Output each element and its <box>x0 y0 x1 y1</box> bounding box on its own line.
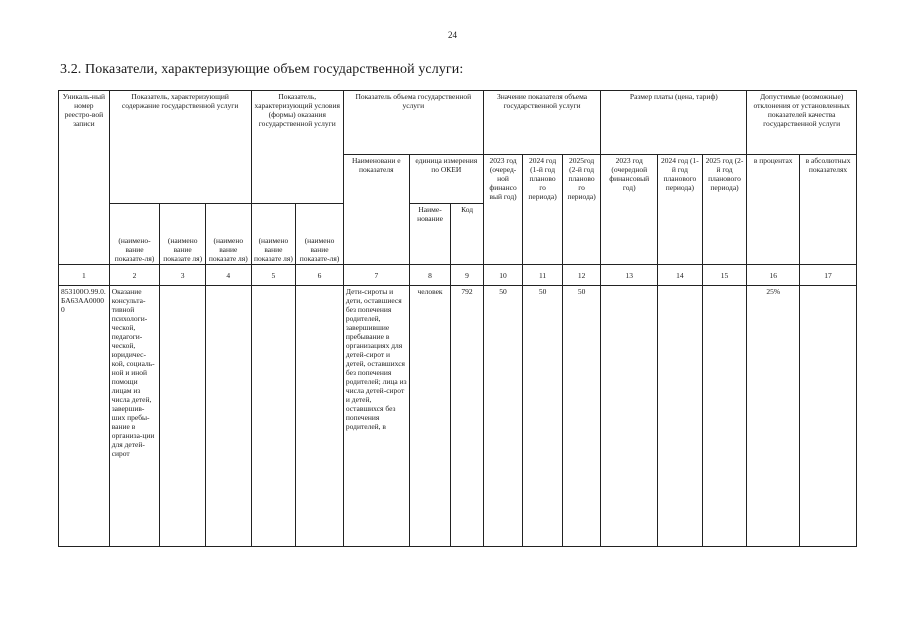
cell-registry: 853100О.99.0.БА63АА00000 <box>59 286 110 547</box>
col-number: 6 <box>296 265 344 286</box>
col-number: 2 <box>109 265 160 286</box>
name-col-2: (наимено-вание показате-ля) <box>109 204 160 265</box>
col-number: 3 <box>160 265 206 286</box>
cell-empty <box>160 286 206 547</box>
header-registry: Уникаль-ный номер реестро-вой записи <box>59 91 110 265</box>
cell-value-2024: 50 <box>523 286 563 547</box>
header-fee-2024: 2024 год (1-й год планового периода) <box>658 155 703 265</box>
cell-empty <box>601 286 658 547</box>
cell-content: Оказание консульта-тивной психологи-ческой, педагоги-ческой, юридичес-кой, социаль-ной и иной помощи лицам из числа детей, завершив-ших пребы-вание в организа-ции для детей-сирот <box>109 286 160 547</box>
header-deviation: Допустимые (возможные) отклонения от установленных показателей качества государственной услуги <box>747 91 857 155</box>
header-fee: Размер платы (цена, тариф) <box>601 91 747 155</box>
header-fee-2023: 2023 год (очередной финансовый год) <box>601 155 658 265</box>
col-number: 4 <box>205 265 251 286</box>
header-okei-code: Код <box>451 204 483 265</box>
col-number: 15 <box>702 265 747 286</box>
col-number: 12 <box>562 265 601 286</box>
cell-empty <box>296 286 344 547</box>
col-number: 1 <box>59 265 110 286</box>
cell-value-2023: 50 <box>483 286 523 547</box>
header-volume-value: Значение показателя объема государственной услуги <box>483 91 601 155</box>
cell-empty <box>702 286 747 547</box>
table-row <box>59 286 857 547</box>
header-indicator-name: Наименовани е показателя <box>343 155 409 265</box>
name-col-3: (наимено вание показате ля) <box>160 204 206 265</box>
header-fee-2025: 2025 год (2-й год планового периода) <box>702 155 747 265</box>
header-value-2025: 2025год (2-й год планово го периода) <box>562 155 601 265</box>
cell-empty <box>658 286 703 547</box>
header-content: Показатель, характеризующий содержание государственной услуги <box>109 91 251 204</box>
cell-empty <box>205 286 251 547</box>
col-number: 5 <box>251 265 296 286</box>
cell-percent: 25% <box>747 286 800 547</box>
header-volume: Показатель объема государственной услуги <box>343 91 483 155</box>
cell-empty <box>251 286 296 547</box>
name-col-6: (наимено вание показате-ля) <box>296 204 344 265</box>
header-okei-unit: единица измерения по ОКЕИ <box>409 155 483 204</box>
header-percent: в процентах <box>747 155 800 265</box>
name-col-4: (наимено вание показате ля) <box>205 204 251 265</box>
header-value-2023: 2023 год (очеред-ной финансо вый год) <box>483 155 523 265</box>
page-number: 24 <box>448 30 457 40</box>
header-absolute: в абсолютных показателях <box>800 155 857 265</box>
col-number: 10 <box>483 265 523 286</box>
name-col-5: (наимено вание показате ля) <box>251 204 296 265</box>
cell-indicator: Дети-сироты и дети, оставшиеся без попечения родителей, завершившие пребывание в организациях для детей-сирот и детей, оставшихся без попечения родителей; лица из числа детей-сирот и детей, оставшихся без попечения родителей, в <box>343 286 409 547</box>
volume-indicators-table <box>58 90 857 547</box>
cell-unit-code: 792 <box>451 286 483 547</box>
col-number: 17 <box>800 265 857 286</box>
cell-empty <box>800 286 857 547</box>
col-number: 11 <box>523 265 563 286</box>
col-number: 13 <box>601 265 658 286</box>
col-number: 7 <box>343 265 409 286</box>
cell-unit-name: человек <box>409 286 451 547</box>
col-number: 8 <box>409 265 451 286</box>
section-title: 3.2. Показатели, характеризующие объем государственной услуги: <box>60 62 464 77</box>
header-conditions: Показатель, характеризующий условия (формы) оказания государственной услуги <box>251 91 343 204</box>
col-number: 9 <box>451 265 483 286</box>
cell-value-2025: 50 <box>562 286 601 547</box>
header-okei-name: Наиме-нование <box>409 204 451 265</box>
col-number: 14 <box>658 265 703 286</box>
header-value-2024: 2024 год (1-й год планово го периода) <box>523 155 563 265</box>
col-number: 16 <box>747 265 800 286</box>
